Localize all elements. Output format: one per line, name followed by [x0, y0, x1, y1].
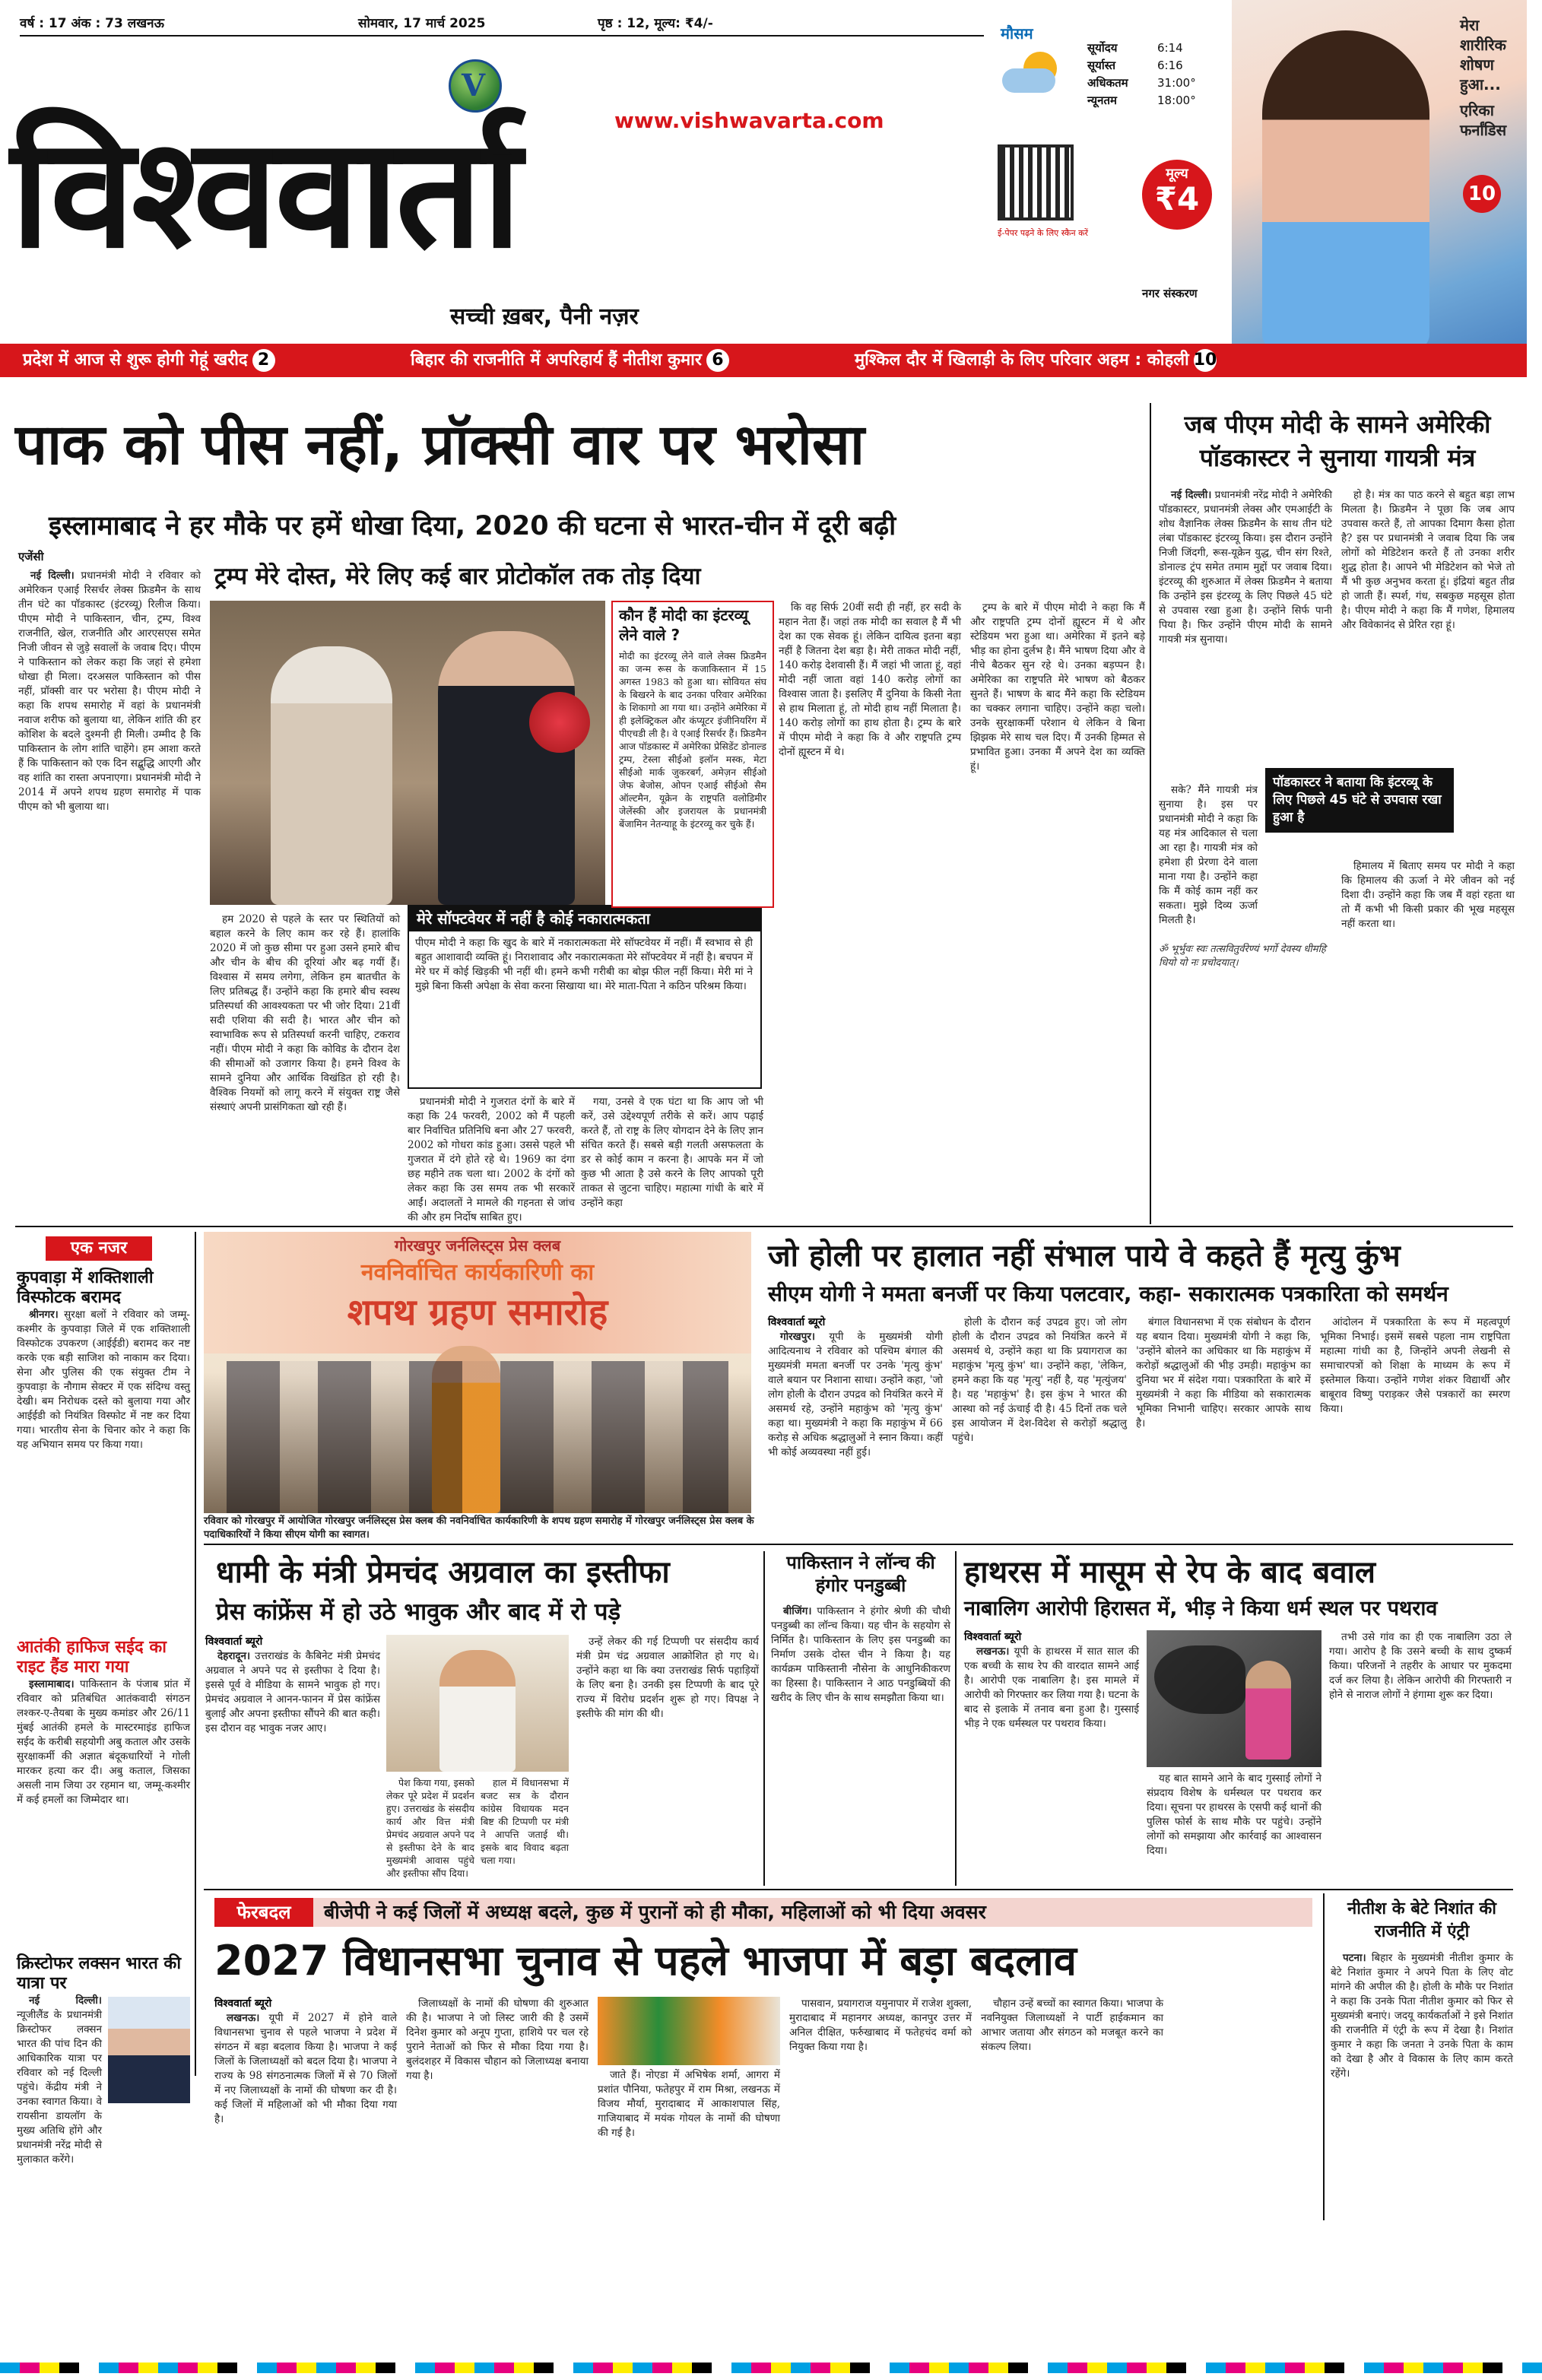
- price-label: मूल्य: [1166, 166, 1188, 182]
- ek-nazar-item-2-body: पाकिस्तान के पंजाब प्रांत में रविवार को प्रतिबंधित आतंकवादी संगठन लश्कर-ए-तैयबा के मुख्य कमांडर और 26/11 मुंबई आतंकी हमले के मास्टरमाइंड हाफिज सईद के करीबी सहयोगी अबु कताल और उसके सुरक्षाकर्मी की अज्ञात बंदूकधारियों ने गोली मारकर हत्या कर दी। अबु कताल, जिसका असली नाम जिया उर रहमान था, जम्मू-कश्मीर में कई हमलों का जिम्मेदार था।: [17, 1678, 190, 1806]
- ek-nazar-column: [17, 1268, 190, 2166]
- dhami-photo: [386, 1635, 569, 1772]
- teaser-2[interactable]: बिहार की राजनीति में अपरिहार्य हैं नीतीश कुमार 6: [411, 344, 729, 377]
- color-swatch: [1404, 2363, 1423, 2373]
- fridman-box-title: कौन हैं मोदी का इंटरव्यू लेने वाले ?: [619, 606, 749, 644]
- color-swatch: [1008, 2363, 1028, 2373]
- ek-nazar-item-3-body: न्यूजीलैंड के प्रधानमंत्री क्रिस्टोफर लक्सन भारत की पांच दिन की आधिकारिक यात्रा पर रविवार को नई दिल्ली पहुंचे। केंद्रीय मंत्री ने उनका स्वागत किया। वे रायसीना डायलॉग के मुख्य अतिथि होंगे और प्रधानमंत्री नरेंद्र मोदी से मुलाकात करेंगे।: [17, 2009, 102, 2166]
- issue-pages-price: पृष्ठ : 12, मूल्य: ₹4/-: [598, 16, 713, 31]
- bjp-dateline: लखनऊ।: [227, 2012, 260, 2024]
- hathras-byline: विश्ववार्ता ब्यूरो: [964, 1631, 1022, 1643]
- nitish-text: बिहार के मुख्यमंत्री नीतीश कुमार के बेटे निशांत कुमार ने अपने पिता के लिए वोट मांगने की अपील की है। होली के मौके पर निशांत ने कहा कि उनके पिता नीतीश कुमार को फिर से मुख्यमंत्री बनाएं। जदयू कार्यकर्ताओं ने इसे निशांत की राजनीति में एंट्री के रूप में देखा है। निशांत कुमार ने कहा कि जनता ने उनके पिता के काम को देखा है और वे विकास के लिए काम करते रहेंगे।: [1331, 1952, 1513, 2080]
- color-swatch: [791, 2363, 811, 2373]
- color-swatch: [573, 2363, 593, 2373]
- lead-subhead-2: ट्रम्प मेरे दोस्त, मेरे लिए कई बार प्रोटोकॉल तक तोड़ दिया: [214, 563, 701, 590]
- lead-col6-text: ट्रम्प के बारे में पीएम मोदी ने कहा कि मैं और राष्ट्रपति ट्रम्प दोनों ह्यूस्टन में थे और स्टेडियम भरा हुआ था। अमेरिका में इतने बड़े भीड़ का होना दुर्लभ है। मैंने भाषण दिया और वे नीचे बैठकर सुन रहे थे। उनका बड़प्पन है। अमेरिका का राष्ट्रपति मेरे भाषण को बैठकर सुनते हैं। भाषण के बाद मैंने कहा कि स्टेडियम का चक्कर लगाना चाहिए। उन्होंने कहा चलो। उनके सुरक्षाकर्मी परेशान थे लेकिन वे बिना झिझक मेरे साथ चल दिए। मैं उनकी हिम्मत से प्रभावित हुआ। उनका मैं अपने देश का व्यक्ति हूं।: [970, 601, 1145, 773]
- pak-sub-dateline: बीजिंग।: [783, 1605, 812, 1617]
- holi-column-3: [1136, 1315, 1311, 1544]
- color-swatch: [277, 2363, 297, 2373]
- weather-row: [1087, 92, 1224, 109]
- color-swatch: [40, 2363, 59, 2373]
- color-swatch: [1206, 2363, 1226, 2373]
- teaser-3-page: 10: [1194, 349, 1217, 372]
- color-swatch: [1265, 2363, 1285, 2373]
- color-swatch: [1483, 2363, 1502, 2373]
- hathras-illustration: [1147, 1630, 1321, 1767]
- holi-byline: विश्ववार्ता ब्यूरो: [768, 1316, 826, 1328]
- lead-photo-caption-body: पीएम मोदी ने कहा कि खुद के बारे में नकारात्मकता मेरे सॉफ्टवेयर में नहीं। मैं स्वभाव से ही बहुत आशावादी व्यक्ति हूं। निराशावाद और नकारात्मकता मेरे सॉफ्टवेयर में नहीं है। बचपन में मेरे घर में कोई खिड़की भी नहीं थी। हमने कभी गरीबी का बोझ फील नहीं किया। मेरी मां ने मुझे बिना किसी अपेक्षा के सेवा करना सिखाया था। मेरे माता-पिता ने कठिन परिश्रम किया।: [415, 937, 753, 992]
- lead-photo-modi-fridman: [210, 601, 605, 905]
- color-swatch: [1166, 2363, 1186, 2373]
- newspaper-title: विश्ववार्ता: [11, 105, 519, 282]
- weather-row: [1087, 75, 1224, 92]
- color-swatch: [435, 2363, 455, 2373]
- color-swatch: [1384, 2363, 1404, 2373]
- bjp-column-2: [406, 1997, 589, 2217]
- teaser-2-page: 6: [706, 349, 729, 372]
- holi-column-1: [768, 1315, 943, 1544]
- color-swatch: [415, 2363, 435, 2373]
- fridman-box-body: मोदी का इंटरव्यू लेने वाले लेक्स फ्रिडमैन का जन्म रूस के कजाकिस्तान में 15 अगस्त 1983 को हुआ था। सोवियत संघ के बिखरने के बाद उनका परिवार अमेरिका के शिकागो आ गया था। उन्होंने अमेरिका में ही इलेक्ट्रिकल और कंप्यूटर इंजीनियरिंग में पीएचडी ली है। वे एआई रिसर्चर हैं। फ्रिडमैन आज पॉडकास्ट में अमेरिका प्रेसिडेंट डोनाल्ड ट्रम्प, टेस्ला सीईओ इलॉन मस्क, मेटा सीईओ मार्क जुकरबर्ग, अमेज़न सीईओ जेफ बेजोस, ओपन एआई सीईओ सैम ऑल्टमैन, यूक्रेन के राष्ट्रपति वलोडिमीर जेलेंस्की और इजरायल के प्रधानमंत्री बेंजामिन नेतन्याहू के इंटरव्यू कर चुके हैं।: [619, 650, 766, 830]
- color-swatch: [1048, 2363, 1068, 2373]
- lead-subhead: इस्लामाबाद ने हर मौके पर हमें धोखा दिया, 2020 की घटना से भारत-चीन में दूरी बढ़ी: [49, 511, 896, 541]
- holi-col3-text: बंगाल विधानसभा में एक संबोधन के दौरान यह बयान दिया। मुख्यमंत्री योगी ने कहा कि, 'उन्होंने बोलने का अधिकार था कि महाकुंभ में करोड़ों श्रद्धालुओं की भीड़ उमड़ी। महाकुंभ का दुनिया भर में संदेश गया। पत्रकारिता के बारे में मुख्यमंत्री ने कहा कि मीडिया को सकारात्मक भूमिका निभानी चाहिए। सरकार आपके साथ है।: [1136, 1316, 1311, 1430]
- ad-line-3: शोषण: [1460, 56, 1494, 74]
- event-figure-group: [227, 1361, 728, 1513]
- bjp-column-6: [1171, 1997, 1315, 2217]
- ad-line-1: मेरा: [1460, 16, 1480, 34]
- holi-col2-text: होली के दौरान कई उपद्रव हुए। जो लोग होली के दौरान उपद्रव को नियंत्रित करने में असमर्थ थे, उन्होंने कहा था कि प्रयागराज का महाकुंभ 'मृत्यु कुंभ' था। उन्होंने कहा, 'लेकिन, हमने कहा कि यह 'मृत्यु' नहीं है, यह 'मृत्युंजय' है। यह 'महाकुंभ' है। इस कुंभ ने भारत की आस्था को नई ऊंचाई दी है। 45 दिनों तक चले इस आयोजन में देश-विदेश से करोड़ों श्रद्धालु पहुंचे।: [952, 1316, 1127, 1444]
- color-swatch: [198, 2363, 217, 2373]
- color-swatch: [138, 2363, 158, 2373]
- color-swatch: [692, 2363, 712, 2373]
- podcast-col2-text: हो है। मंत्र का पाठ करने से बहुत बड़ा लाभ मिलता है। फ्रिडमैन ने पूछा कि जब आप उपवास करते हैं, तो आपका दिमाग कैसा होता है? इस पर प्रधानमंत्री ने जवाब दिया कि जब लोगों को मेडिटेशन करते हैं तो उनका शरीर शुद्ध होता है। आपने भी मेडिटेशन को भेजे तो मैं भी कुछ अनुभव करता हूं। इंद्रियां बहुत तीव्र हो जाती हैं। स्पर्श, गंध, सबकुछ महसूस होता है। पीएम मोदी ने कहा कि मैं गणेश, हिमालय और विवेकानंद से प्रेरित रहा हूं।: [1341, 489, 1515, 631]
- hathras-col1-text: यूपी के हाथरस में सात साल की एक बच्ची के साथ रेप की वारदात सामने आई है। आरोपी एक नाबालिग है। इस मामले में आरोपी को गिरफ्तार कर लिया गया है। घटना के बाद से इलाके में तनाव बना हुआ है। गुस्साई भीड़ ने एक धर्मस्थल पर पथराव किया।: [964, 1645, 1139, 1730]
- lead-col4-text: गया, उनसे वे एक घंटा था कि आप जो भी करें, उसे उद्देश्यपूर्ण तरीके से करें। आप पढ़ाई करते हैं, तो राष्ट्र के लिए योगदान देने के लिए ज्ञान संचित करते हैं। सबसे बड़ी गलती असफलता के डर से कोई काम न करना है। आपके मन में जो कुछ भी आता है उसे करने के लिए आपको पूरी ताकत से जुटना चाहिए। महात्मा गांधी के बारे में उन्होंने कहा: [581, 1096, 763, 1209]
- dhami-headline: धामी के मंत्री प्रेमचंद अग्रवाल का इस्तीफा: [216, 1555, 670, 1590]
- bjp-column-1: [214, 1997, 397, 2217]
- ek-nazar-item-3-dateline: नई दिल्ली।: [29, 1994, 102, 2007]
- bjp-photo: [598, 1997, 780, 2065]
- bjp-col4-text: पासवान, प्रयागराज यमुनापार में राजेश शुक्ला, मुरादाबाद में महानगर अध्यक्ष, कानपुर उत्तर में अनिल दीक्षित, फर्रुखाबाद में फतेहचंद वर्मा को नियुक्त किया गया है।: [789, 1998, 972, 2053]
- lead-text-col5: [779, 601, 961, 1223]
- bjp-column-3: [598, 1997, 780, 2217]
- price-badge: [1142, 160, 1212, 230]
- color-swatch: [0, 2363, 20, 2373]
- ek-nazar-item-1-body: सुरक्षा बलों ने रविवार को जम्मू-कश्मीर के कुपवाड़ा जिले में एक शक्तिशाली विस्फोटक उपकरण (आईईडी) बरामद कर नष्ट करके एक बड़ी साजिश को नाकाम कर दिया। सेना और पुलिस की एक संयुक्त टीम ने कुपवाड़ा के नौगाम सेक्टर में एक संदिग्ध वस्तु देखी। बम निरोधक दस्ते को बुलाया गया और आईईडी को नियंत्रित विस्फोट में नष्ट कर दिया गया। भारतीय सेना के चिनार कोर ने कहा कि यह अभियान समय पर किया गया।: [17, 1309, 190, 1451]
- color-swatch: [1068, 2363, 1087, 2373]
- ek-nazar-item-2-title: आतंकी हाफिज सईद का राइट हैंड मारा गया: [17, 1638, 167, 1677]
- lead-text-col4: [581, 1095, 763, 1223]
- lead-text-2: [210, 912, 400, 1223]
- holi-dateline: गोरखपुर।: [780, 1331, 815, 1343]
- lead-dateline: नई दिल्ली।: [30, 570, 75, 582]
- tagline: सच्ची ख़बर, पैनी नज़र: [450, 303, 639, 330]
- hathras-headline: हाथरस में मासूम से रेप के बाद बवाल: [964, 1555, 1376, 1590]
- weather-value: 6:16: [1157, 59, 1183, 72]
- color-swatch: [376, 2363, 395, 2373]
- color-swatch: [1502, 2363, 1522, 2373]
- color-swatch: [1226, 2363, 1245, 2373]
- qr-code[interactable]: [998, 144, 1074, 221]
- edition-label: नगर संस्करण: [1142, 287, 1198, 300]
- ek-nazar-item-1-dateline: श्रीनगर।: [29, 1309, 59, 1321]
- nitish-body: [1331, 1951, 1513, 2217]
- podcast-highlight: पॉडकास्टर ने बताया कि इंटरव्यू के लिए पिछले 45 घंटे से उपवास रखा हुआ है: [1265, 768, 1454, 833]
- weather-icon: [1002, 52, 1063, 97]
- dhami-col1-text: उत्तराखंड के कैबिनेट मंत्री प्रेमचंद अग्रवाल ने अपने पद से इस्तीफा दे दिया है। इससे पूर्व वे मीडिया के सामने भावुक हो गए। प्रेमचंद अग्रवाल ने आनन-फानन में प्रेस कांफ्रेंस बुलाई और अपना इस्तीफा सौंपने की बात कही। इस दौरान वह भावुक नजर आए।: [205, 1650, 381, 1734]
- pak-sub-text: पाकिस्तान ने हंगोर श्रेणी की चौथी पनडुब्बी का लॉन्च किया। यह चीन के सहयोग से निर्मित है। पाकिस्तान के लिए इस पनडुब्बी का निर्माण उसके दोस्त चीन ने किया है। यह कार्यक्रम पाकिस्तानी नौसेना के आधुनिकीकरण का हिस्सा है। पाकिस्तान ने आठ पनडुब्बियों की खरीद के लिए चीन के साथ समझौता किया था।: [771, 1605, 950, 1704]
- lead-column-1: [18, 569, 201, 1223]
- weather-value: 18:00°: [1157, 94, 1196, 107]
- color-swatch: [652, 2363, 672, 2373]
- bjp-col1-text: यूपी में 2027 में होने वाले विधानसभा चुनाव से पहले भाजपा ने प्रदेश में संगठन में बड़ा बदलाव किया है। भाजपा ने कई जिलों के जिलाध्यक्षों को बदल दिया है। भाजपा ने राज्य के 98 संगठनात्मक जिलों में से 70 जिलों में नए जिलाध्यक्षों के नामों की घोषणा कर दी है। कई जिलों में महिलाओं को भी मौका दिया गया है।: [214, 2012, 397, 2125]
- weather-box: [998, 21, 1226, 135]
- lead-col5-text: कि वह सिर्फ 20वीं सदी ही नहीं, हर सदी के महान नेता हैं। जहां तक मोदी का सवाल है मैं भी देश का एक सेवक हूं। लेकिन दायित्व इतना बड़ा नहीं है जितना देश बड़ा है। मेरी ताकत मोदी नहीं, 140 करोड़ देशवासी हैं। मैं जहां भी जाता हूं, वहां मोदी नहीं जाता वहां 140 करोड़ लोगों का विश्वास जाता है। इसलिए मैं दुनिया के किसी नेता से हाथ मिलाता हूं, तो मोदी हाथ नहीं मिलाता है। 140 करोड़ लोगों का हाथ होता है। ट्रम्प के बारे में पीएम मोदी ने कहा कि वे और राष्ट्रपति ट्रम्प दोनों ह्यूस्टन में थे।: [779, 601, 961, 758]
- lead-text-col6: [970, 601, 1145, 1223]
- bjp-column-5: [981, 1997, 1163, 2217]
- color-swatch: [534, 2363, 554, 2373]
- color-swatch: [830, 2363, 850, 2373]
- photo-flowers: [529, 692, 590, 753]
- color-swatch: [1245, 2363, 1265, 2373]
- color-swatch: [1423, 2363, 1443, 2373]
- color-swatch: [494, 2363, 514, 2373]
- bjp-tag: फेरबदल: [214, 1898, 313, 1927]
- color-swatch: [1305, 2363, 1325, 2373]
- color-swatch: [1325, 2363, 1344, 2373]
- color-registration-bar: [0, 2362, 1527, 2372]
- luxon-photo: [108, 1997, 190, 2103]
- weather-key: अधिकतम: [1087, 76, 1128, 90]
- holi-col1-text: यूपी के मुख्यमंत्री योगी आदित्यनाथ ने रविवार को पश्चिम बंगाल की मुख्यमंत्री ममता बनर्जी पर उनके 'मृत्यु कुंभ' वाले बयान पर निशाना साधा। उन्होंने कहा, 'जो लोग होली के दौरान उपद्रव को नियंत्रित करने में असमर्थ रहे, उन्होंने महाकुंभ को 'मृत्यु कुंभ' कहा था। मुख्यमंत्री ने कहा कि महाकुंभ में 66 करोड़ से अधिक श्रद्धालुओं ने स्नान किया। कहीं भी कोई अव्यवस्था नहीं हुई।: [768, 1331, 943, 1458]
- lead-headline: पाक को पीस नहीं, प्रॉक्सी वार पर भरोसा: [15, 412, 865, 478]
- color-swatch: [1127, 2363, 1147, 2373]
- bjp-kicker: बीजेपी ने कई जिलों में अध्यक्ष बदले, कुछ में पुरानों को ही मौका, महिलाओं को भी दिया अवसर: [324, 1901, 986, 1923]
- color-swatch: [178, 2363, 198, 2373]
- bjp-byline: विश्ववार्ता ब्यूरो: [214, 1998, 272, 2010]
- color-swatch: [731, 2363, 751, 2373]
- color-swatch: [751, 2363, 771, 2373]
- color-swatch: [613, 2363, 633, 2373]
- weather-key: न्यूनतम: [1087, 94, 1117, 107]
- event-banner-line-2: नवनिर्वाचित कार्यकारिणी का: [360, 1259, 595, 1286]
- color-swatch: [217, 2363, 237, 2373]
- teaser-1-page: 2: [252, 349, 275, 372]
- ad-line-5: एरिका: [1460, 101, 1494, 119]
- ad-photo[interactable]: [1232, 0, 1527, 350]
- hathras-dateline: लखनऊ।: [976, 1645, 1010, 1658]
- holi-column-4: [1320, 1315, 1510, 1544]
- bjp-kicker-bar: [214, 1898, 1312, 1927]
- podcast-headline: जब पीएम मोदी के सामने अमेरिकी पॉडकास्टर ने सुनाया गायत्री मंत्र: [1184, 410, 1491, 472]
- hathras-column-1: [964, 1630, 1139, 1886]
- podcast-column-3: [1159, 783, 1258, 935]
- color-swatch: [237, 2363, 257, 2373]
- event-banner: [204, 1232, 751, 1353]
- ek-nazar-item-1-title: कुपवाड़ा में शक्तिशाली विस्फोटक बरामद: [17, 1268, 154, 1307]
- color-swatch: [1028, 2363, 1048, 2373]
- color-swatch: [455, 2363, 474, 2373]
- color-swatch: [929, 2363, 949, 2373]
- podcast-col4-text: हिमालय में बिताए समय पर मोदी ने कहा कि हिमालय की ऊर्जा ने मेरे जीवन को नई दिशा दी। उन्होंने कहा कि जब मैं वहां रहता था तो मैं कभी भी किसी प्रकार की भूख महसूस नहीं करता था।: [1341, 860, 1515, 930]
- hathras-column-2: [1147, 1772, 1321, 1886]
- hathras-subhead: नाबालिग आरोपी हिरासत में, भीड़ ने किया धर्म स्थल पर पथराव: [964, 1597, 1438, 1620]
- color-swatch: [850, 2363, 870, 2373]
- bjp-column-4: [789, 1997, 972, 2217]
- color-swatch: [297, 2363, 316, 2373]
- pak-sub-headline: पाकिस्तान ने लॉन्च की हंगोर पनडुब्बी: [786, 1552, 935, 1596]
- price-value: ₹4: [1154, 180, 1200, 217]
- color-swatch: [949, 2363, 969, 2373]
- podcast-column-1: [1159, 488, 1332, 777]
- weather-key: सूर्यास्त: [1087, 59, 1116, 72]
- holi-subhead: सीएम योगी ने ममता बनर्जी पर किया पलटवार, कहा- सकारात्मक पत्रकारिता को समर्थन: [768, 1281, 1448, 1306]
- color-swatch: [1344, 2363, 1364, 2373]
- event-photo-gorakhpur: [204, 1232, 751, 1513]
- lead-photo-caption-box: [408, 905, 762, 1089]
- ek-nazar-label: एक नजर: [46, 1236, 152, 1261]
- bjp-col2-text: जिलाध्यक्षों के नामों की घोषणा की शुरुआत की है। भाजपा ने जो लिस्ट जारी की है उसमें दिनेश कुमार को अनूप गुप्ता, हाशिये पर चल रहे पुराने नेताओं को फिर से मौका दिया गया है। बुलंदशहर में विकास चौहान को जिलाध्यक्ष बनाया गया है।: [406, 1998, 589, 2082]
- dhami-dateline: देहरादून।: [217, 1650, 251, 1662]
- color-swatch: [474, 2363, 494, 2373]
- ek-nazar-item-2-dateline: इस्लामाबाद।: [29, 1678, 75, 1690]
- teaser-1[interactable]: प्रदेश में आज से शुरू होगी गेहूं खरीद 2: [23, 344, 275, 377]
- hathras-col3-text: तभी उसे गांव का ही एक नाबालिग उठा ले गया। आरोप है कि उसने बच्ची के साथ दुष्कर्म किया। परिजनों ने तहरीर के आधार पर मुकदमा दर्ज कर लिया है। लेकिन आरोपी की गिरफ्तारी न होने से नाराज लोगों ने हंगामा शुरू कर दिया।: [1329, 1631, 1512, 1701]
- lead-col3-text: प्रधानमंत्री मोदी ने गुजरात दंगों के बारे में कहा कि 24 फरवरी, 2002 को मैं पहली बार निर्वाचित प्रतिनिधि बना और 27 फरवरी, 2002 को गोधरा कांड हुआ। उससे पहले भी गुजरात में दंगे होते रहे थे। 1969 का दंगा छह महीने तक चला था। 2002 के दंगों को लेकर कहा कि उस समय तक भी सरकारें आईं। अदालतों ने मामले की गहनता से जांच की और हम निर्दोष साबित हुए।: [408, 1096, 575, 1223]
- event-photo-caption: रविवार को गोरखपुर में आयोजित गोरखपुर जर्नलिस्ट्स प्रेस क्लब की नवनिर्वाचित कार्यकारिणी के शपथ ग्रहण समारोह में गोरखपुर जर्नलिस्ट्स प्रेस क्लब के पदाधिकारियों ने किया सीएम योगी का स्वागत।: [204, 1515, 754, 1541]
- dhami-byline: विश्ववार्ता ब्यूरो: [205, 1636, 263, 1648]
- teaser-3[interactable]: मुश्किल दौर में खिलाड़ी के लिए परिवार अहम : कोहली 10: [855, 344, 1217, 377]
- issue-meta: वर्ष : 17 अंक : 73 लखनऊ: [20, 16, 164, 31]
- lead-col1-text: प्रधानमंत्री मोदी ने रविवार को अमेरिकन एआई रिसर्चर लेक्स फ्रिडमैन के साथ तीन घंटे का पॉडकास्ट (इंटरव्यू) रिलीज किया। पीएम मोदी ने पाकिस्तान, चीन, ट्रम्प, विश्व राजनीति, खेल, राजनीति और आरएसएस समेत निजी जीवन से जुड़े सवालों के जवाब दिए। पीएम ने पाकिस्तान को लेकर कहा कि जहां से हमेशा धोखा ही मिला। दरअसल पाकिस्तान को पीस नहीं, प्रॉक्सी वार पर भरोसा है। पीएम मोदी ने कहा कि शपथ समारोह में वहां के प्रधानमंत्री नवाज शरीफ को बुलाया था, लेकिन शांति की हर कोशिश के बदले दुश्मनी ही मिली। उम्मीद है कि पाकिस्तान के लोग शांति चाहेंगे। हम आशा करते हैं कि पाकिस्तान को एक दिन सद्बुद्धि आएगी और वह शांति का रास्ता अपनाएगा। प्रधानमंत्री मोदी ने 2014 में अपने शपथ ग्रहण समारोह में पाक पीएम को भी बुलाया था।: [18, 570, 201, 813]
- color-swatch: [158, 2363, 178, 2373]
- weather-row: [1087, 40, 1224, 57]
- podcast-quote: ॐ भूर्भुवः स्वः तत्सवितुर्वरेण्यं भर्गो देवस्य धीमहि धियो यो नः प्रचोदयात्।: [1159, 944, 1326, 969]
- lead-photo-caption-title: मेरे सॉफ्टवेयर में नहीं है कोई नकारात्मकता: [409, 905, 760, 931]
- color-swatch: [1285, 2363, 1305, 2373]
- weather-value: 6:14: [1157, 41, 1183, 55]
- color-swatch: [20, 2363, 40, 2373]
- color-swatch: [1522, 2363, 1542, 2373]
- event-banner-line-1: गोरखपुर जर्नलिस्ट्स प्रेस क्लब: [394, 1236, 561, 1255]
- dhami-column-1: [205, 1635, 380, 1886]
- event-banner-line-3: शपथ ग्रहण समारोह: [347, 1291, 608, 1334]
- color-swatch: [59, 2363, 79, 2373]
- color-swatch: [356, 2363, 376, 2373]
- teaser-strip: [0, 344, 1527, 377]
- color-swatch: [890, 2363, 909, 2373]
- dhami-col3-text: पेश किया गया, इसको लेकर पूरे प्रदेश में प्रदर्शन हुए। उत्तराखंड के संसदीय कार्य और वित्त मंत्री प्रेमचंद अग्रवाल अपने पद से इस्तीफा देने के बाद मुख्यमंत्री आवास पहुंचे और इस्तीफा सौंप दिया।: [386, 1777, 474, 1879]
- weather-key: सूर्योदय: [1087, 41, 1118, 55]
- ad-page-badge[interactable]: 10: [1463, 175, 1501, 213]
- color-swatch: [1186, 2363, 1206, 2373]
- globe-logo: V: [449, 59, 502, 113]
- dhami-col4-text: हाल में विधानसभा में बजट सत्र के दौरान कांग्रेस विधायक मदन बिष्ट की टिप्पणी पर मंत्री ने आपत्ति जताई थी। इसके बाद विवाद बढ़ता चला गया।: [481, 1777, 569, 1866]
- color-swatch: [771, 2363, 791, 2373]
- ad-line-4: हुआ...: [1460, 75, 1501, 94]
- bjp-headline: 2027 विधानसभा चुनाव से पहले भाजपा में बड़ा बदलाव: [214, 1937, 1077, 1985]
- color-swatch: [1147, 2363, 1166, 2373]
- podcast-dateline: नई दिल्ली।: [1171, 489, 1212, 501]
- dhami-figure: [439, 1650, 516, 1772]
- hathras-hand-shadow: [1154, 1645, 1245, 1714]
- podcast-col3-text: सके? मैंने गायत्री मंत्र सुनाया है। इस पर प्रधानमंत्री मोदी ने कहा कि यह मंत्र आदिकाल से चला आ रहा है। गायत्री मंत्र को हमेशा ही प्रेरणा देने वाला माना गया है। उन्होंने कहा कि मैं कोई काम नहीं कर सकता। मुझे दिव्य ऊर्जा मिलती है।: [1159, 784, 1258, 926]
- dhami-column-3: [386, 1776, 474, 1886]
- weather-label: मौसम: [1001, 24, 1033, 43]
- dhami-column-4: [481, 1776, 569, 1886]
- holi-column-2: [952, 1315, 1127, 1544]
- hathras-column-3: [1329, 1630, 1512, 1886]
- color-swatch: [909, 2363, 929, 2373]
- color-swatch: [395, 2363, 415, 2373]
- photo-figure-modi: [271, 646, 392, 905]
- color-swatch: [672, 2363, 692, 2373]
- hathras-col2-text: यह बात सामने आने के बाद गुस्साई लोगों ने संप्रदाय विशेष के धर्मस्थल पर पथराव कर दिया। सूचना पर हाथरस के एसपी कई थानों की पुलिस फोर्स के साथ मौके पर पहुंचे। उन्होंने लोगों को समझाया और कार्रवाई का आश्वासन दिया।: [1147, 1772, 1321, 1857]
- color-swatch: [593, 2363, 613, 2373]
- pak-sub-body: [771, 1604, 950, 1886]
- lead-col2-text: हम 2020 से पहले के स्तर पर स्थितियों को बहाल करने के लिए काम कर रहे हैं। हालांकि 2020 में जो कुछ सीमा पर हुआ उसने हमारे बीच और चीन के बीच की दूरियां और बढ़ गयीं हैं। विश्वास में समय लगेगा, लेकिन हम बातचीत के लिए प्रतिबद्ध हैं। उन्होंने कहा कि हमारे बीच स्वस्थ प्रतिस्पर्धा की आवश्यकता पर भी जोर दिया। 21वीं सदी एशिया की सदी है। भारत और चीन को स्वाभाविक रूप से प्रतिस्पर्धा करनी चाहिए, टकराव नहीं। पीएम मोदी ने कहा कि कोविड के दौरान देश की सीमाओं को उजागर किया है। हमने विश्व के सामने दुनिया और आर्थिक विखंडित हो रही है। वैश्विक नियमों को लागू करने में संयुक्त राष्ट्र जैसे संस्थाएं अपनी प्रासंगिकता खो रही हैं।: [210, 913, 400, 1113]
- weather-row: [1087, 57, 1224, 75]
- ek-nazar-item-3-title: क्रिस्टोफर लक्सन भारत की यात्रा पर: [17, 1954, 182, 1993]
- podcast-column-4: [1341, 859, 1515, 1223]
- holi-headline: जो होली पर हालात नहीं संभाल पाये वे कहते हैं मृत्यु कुंभ: [768, 1239, 1401, 1274]
- lead-agency: एजेंसी: [18, 550, 44, 563]
- color-swatch: [336, 2363, 356, 2373]
- color-swatch: [1463, 2363, 1483, 2373]
- dhami-column-2: [576, 1635, 759, 1886]
- ad-line-2: शारीरिक: [1460, 36, 1506, 54]
- podcast-col1-text: प्रधानमंत्री नरेंद्र मोदी ने अमेरिकी पॉडकास्टर, प्रधानमंत्री लेक्स और एमआईटी के शोध वैज्ञानिक लेक्स फ्रिडमैन के साथ तीन घंटे लंबा पॉडकास्ट इंटरव्यू किया। इस दौरान उन्होंने निजी जिंदगी, रूस-यूक्रेन युद्ध, चीन संग रिश्ते, डोनाल्ड ट्रंप समेत तमाम मुद्दों पर जवाब दिया। इंटरव्यू की शुरुआत में लेक्स फ्रिडमैन ने बताया कि उन्होंने इस इंटरव्यू के लिए पिछले 45 घंटे से उपवास रखा हुआ है। उन्होंने सिर्फ पानी पिया है। फिर उन्होंने पीएम मोदी के सामने गायत्री मंत्र सुनाया।: [1159, 489, 1332, 646]
- color-swatch: [988, 2363, 1008, 2373]
- dhami-subhead: प्रेस कांफ्रेंस में हो उठे भावुक और बाद में रो पड़े: [216, 1598, 621, 1626]
- color-swatch: [514, 2363, 534, 2373]
- color-swatch: [1087, 2363, 1107, 2373]
- issue-date: सोमवार, 17 मार्च 2025: [358, 16, 486, 31]
- bjp-col5-text: चौहान उन्हें बच्चों का स्वागत किया। भाजपा के नवनियुक्त जिलाध्यक्षों ने पार्टी हाईकमान का आभार जताया और संगठन को मजबूत करने का संकल्प लिया।: [981, 1998, 1163, 2053]
- color-swatch: [811, 2363, 830, 2373]
- color-swatch: [712, 2363, 731, 2373]
- color-swatch: [119, 2363, 138, 2373]
- photo-figure-fridman: [438, 631, 575, 905]
- color-swatch: [969, 2363, 988, 2373]
- podcast-column-2: [1341, 488, 1515, 762]
- color-swatch: [316, 2363, 336, 2373]
- website-link[interactable]: www.vishwavarta.com: [614, 108, 884, 133]
- dhami-col2-text: उन्हें लेकर की गई टिप्पणी पर संसदीय कार्य मंत्री प्रेम चंद्र अग्रवाल आक्रोशित हो गए थे। उन्होंने कहा था कि क्या उत्तराखंड सिर्फ पहाड़ियों के लिए बना है। उनकी इस टिप्पणी के बाद पूरे राज्य में विरोध प्रदर्शन शुरू हो गए। विपक्ष ने इस्तीफे की मांग की थी।: [576, 1636, 759, 1720]
- color-swatch: [79, 2363, 99, 2373]
- color-swatch: [870, 2363, 890, 2373]
- color-swatch: [633, 2363, 652, 2373]
- color-swatch: [1364, 2363, 1384, 2373]
- weather-value: 31:00°: [1157, 76, 1196, 90]
- color-swatch: [1107, 2363, 1127, 2373]
- ad-model-figure: [1262, 30, 1429, 350]
- fridman-box: [611, 601, 774, 908]
- qr-caption: ई-पेपर पढ़ने के लिए स्कैन करें: [998, 228, 1089, 238]
- color-swatch: [1443, 2363, 1463, 2373]
- hathras-child-figure: [1245, 1661, 1291, 1760]
- holi-col4-text: आंदोलन में पत्रकारिता के रूप में महत्वपूर्ण भूमिका निभाई। इसमें सबसे पहला नाम राष्ट्रपिता महात्मा गांधी का है, जिन्होंने अपनी लेखनी से समाचारपत्रों को शिक्षा के माध्यम के रूप में इस्तेमाल किया। उन्होंने गणेश शंकर विद्यार्थी और बाबूराव विष्णु पराड़कर जैसे पत्रकारों का स्मरण किया।: [1320, 1316, 1510, 1415]
- bjp-col3-text: जाते हैं। नोएडा में अभिषेक शर्मा, आगरा में प्रशांत पौनिया, फतेहपुर में राम मिश्रा, लखनऊ में विजय मौर्या, मुरादाबाद में आकाशपाल सिंह, गाजियाबाद में मयंक गोयल के नामों की घोषणा की गई है।: [598, 2069, 780, 2139]
- nitish-headline: नीतीश के बेटे निशांत की राजनीति में एंट्री: [1347, 1899, 1496, 1941]
- lead-text-col3: [408, 1095, 575, 1223]
- ad-line-6: फर्नांडिस: [1460, 121, 1507, 139]
- nitish-dateline: पटना।: [1343, 1952, 1366, 1964]
- color-swatch: [257, 2363, 277, 2373]
- color-swatch: [554, 2363, 573, 2373]
- color-swatch: [99, 2363, 119, 2373]
